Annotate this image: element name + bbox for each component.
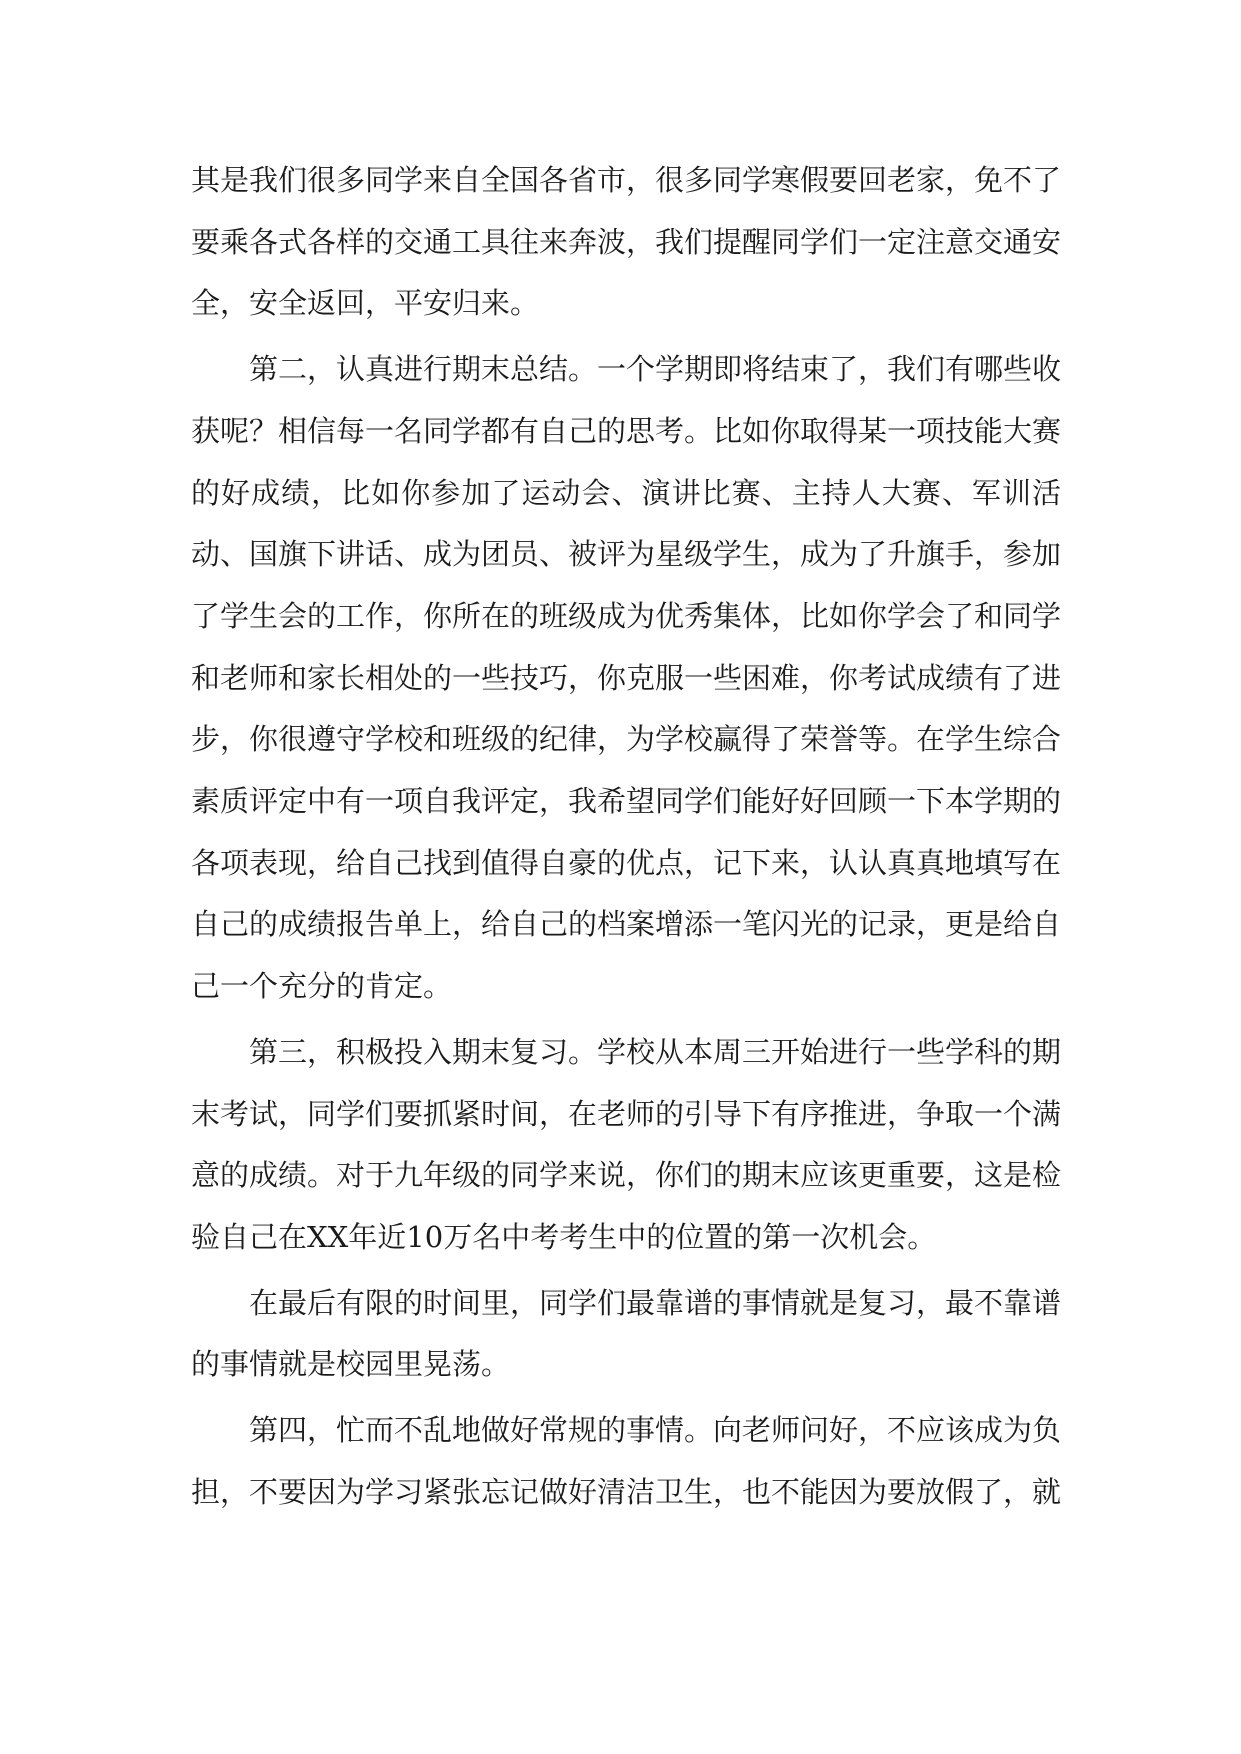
paragraph-fourth-point: 第四，忙而不乱地做好常规的事情。向老师问好，不应该成为负担，不要因为学习紧张忘记做好清洁卫生，也不能因为要放假了，就 [191, 1413, 1062, 1509]
paragraph-third-point: 第三，积极投入期末复习。学校从本周三开始进行一些学科的期末考试，同学们要抓紧时间，在老师的引导下有序推进，争取一个满意的成绩。对于九年级的同学来说，你们的期末应该更重要，这是检验自己在XX年近10万名中考考生中的位置的第一次机会。 [191, 1034, 1062, 1254]
paragraph-continuation: 其是我们很多同学来自全国各省市，很多同学寒假要回老家，免不了要乘各式各样的交通工具往来奔波，我们提醒同学们一定注意交通安全，安全返回，平安归来。 [191, 163, 1062, 321]
paragraph-second-point: 第二，认真进行期末总结。一个学期即将结束了，我们有哪些收获呢？相信每一名同学都有自己的思考。比如你取得某一项技能大赛的好成绩，比如你参加了运动会、演讲比赛、主持人大赛、军训活动、国旗下讲话、成为团员、被评为星级学生，成为了升旗手，参加了学生会的工作，你所在的班级成为优秀集体，比如你学会了和同学和老师和家长相处的一些技巧，你克服一些困难，你考试成绩有了进步，你很遵守学校和班级的纪律，为学校赢得了荣誉等。在学生综合素质评定中有一项自我评定，我希望同学们能好好回顾一下本学期的各项表现，给自己找到值得自豪的优点，记下来，认认真真地填写在自己的成绩报告单上，给自己的档案增添一笔闪光的记录，更是给自己一个充分的肯定。 [191, 352, 1062, 1004]
document-body [191, 150, 1061, 1527]
paragraph-final-time: 在最后有限的时间里，同学们最靠谱的事情就是复习，最不靠谱的事情就是校园里晃荡。 [191, 1285, 1062, 1382]
